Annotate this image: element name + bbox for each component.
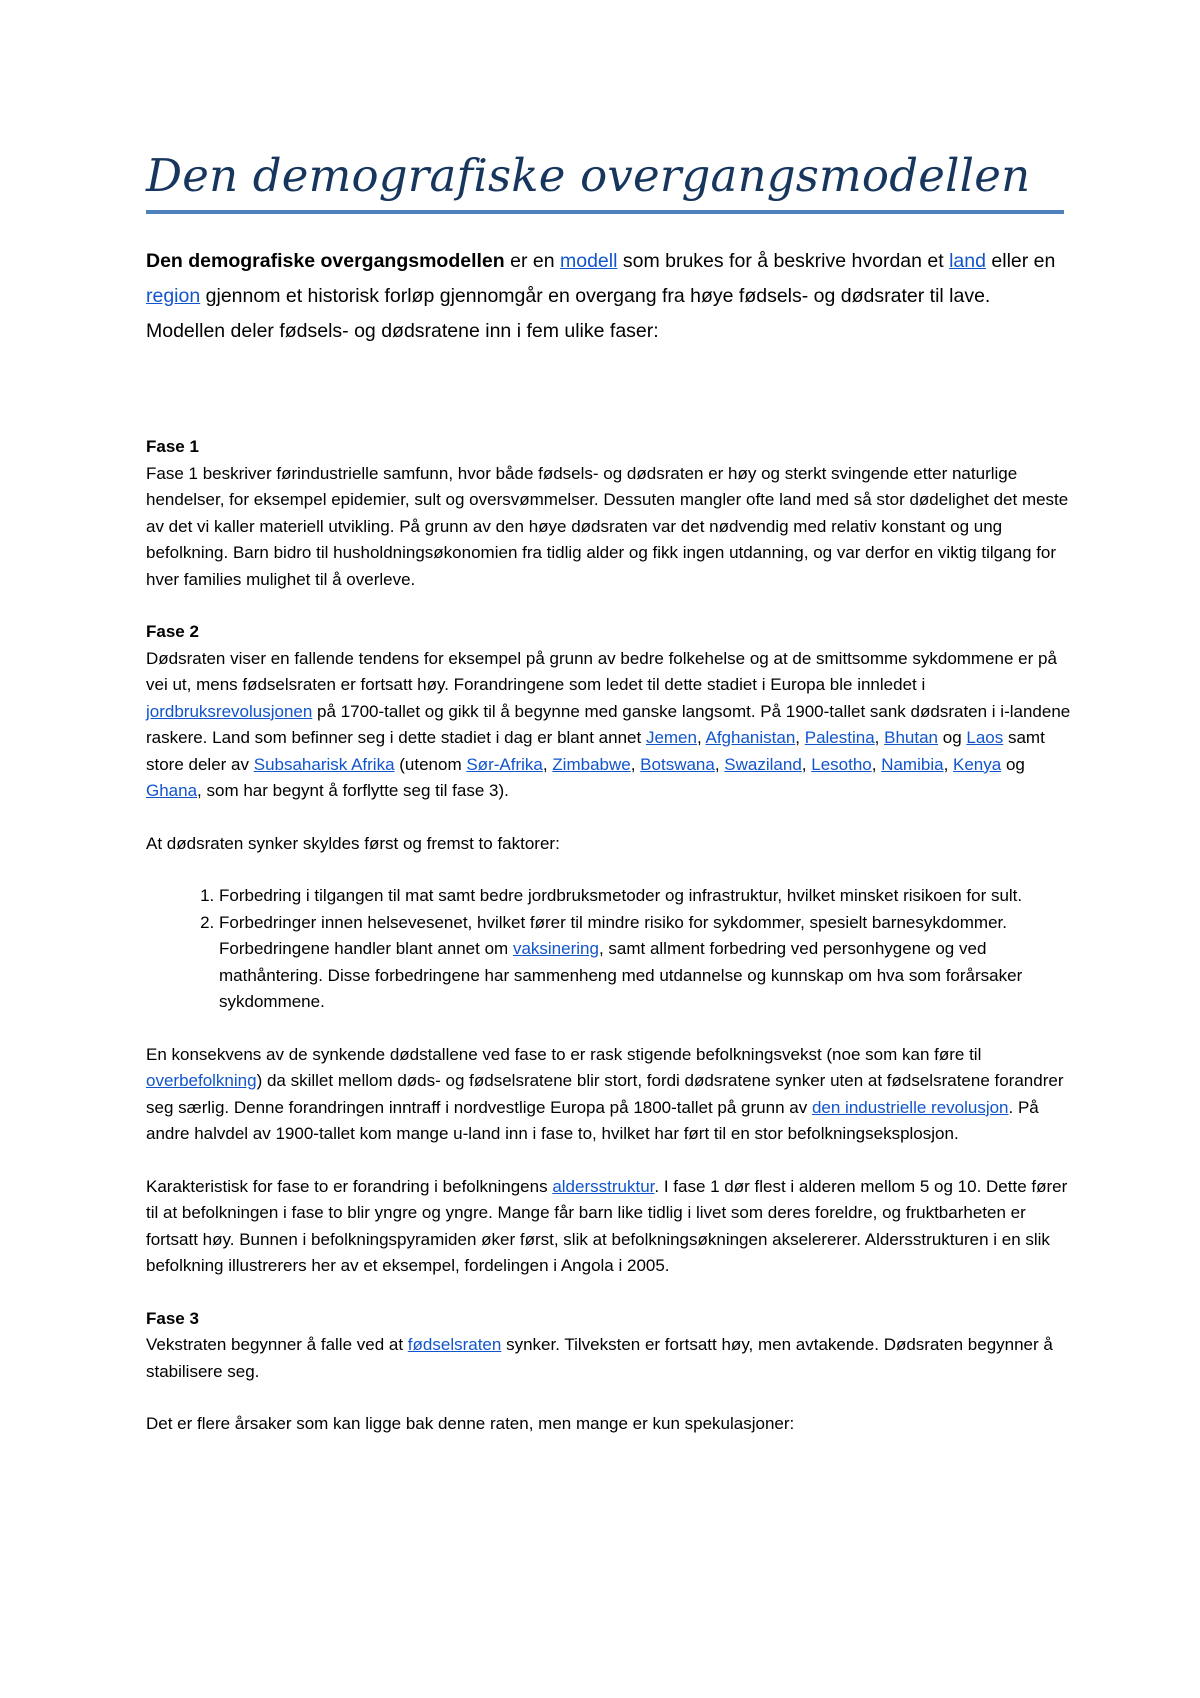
link-modell[interactable]: modell	[559, 250, 618, 272]
fase2-text: Dødsraten viser en fallende tendens for eksempel på grunn av bedre folkehelse og at de smittsomme sykdommene er på vei ut, mens fødselsraten er fortsatt høy. Forandringene som ledet til dette stadiet i Europa ble innledet i jordbruksrevolusjonen på 1700-tallet og gikk til å begynne med ganske langsomt. På 1900-tallet sank dødsraten i i-landene raskere. Land som befinner seg i dette stadiet i dag er blant annet Jemen, Afghanistan, Palestina, Bhutan og Laos samt store deler av Subsaharisk Afrika (utenom Sør-Afrika, Zimbabwe, Botswana, Swaziland, Lesotho, Namibia, Kenya og Ghana, som har begynt å forflytte seg til fase 3).	[146, 648, 1071, 800]
link-fodselsraten[interactable]: fødselsraten	[407, 1335, 502, 1354]
link-swaziland[interactable]: Swaziland	[724, 754, 802, 774]
link-palestina[interactable]: Palestina	[804, 728, 875, 747]
link-den-industrielle-revolusjon[interactable]: den industrielle revolusjon	[811, 1097, 1009, 1117]
faktorer-intro: At dødsraten synker skyldes først og fremst to faktorer:	[146, 833, 560, 853]
link-botswana[interactable]: Botswana	[640, 754, 715, 774]
aarsaker-paragraph: Det er flere årsaker som kan ligge bak denne raten, men mange er kun spekulasjoner:	[146, 1414, 795, 1433]
link-ghana[interactable]: Ghana	[146, 781, 198, 800]
link-aldersstruktur[interactable]: aldersstruktur	[552, 1176, 655, 1196]
intro-paragraph: Den demografiske overgangsmodellen er en modell som brukes for å beskrive hvordan et land eller en region gjennom et historisk forløp gjennomgår en overgang fra høye fødsels- og dødsrater til lave. Modellen deler fødsels- og dødsratene inn i fem ulike faser:	[146, 250, 1056, 342]
link-overbefolkning[interactable]: overbefolkning	[146, 1071, 257, 1090]
list-item: 2. Forbedringer innen helsevesenet, hvilket fører til mindre risiko for sykdommer, spesielt barnesykdommer. Forbedringene handler blant annet om vaksinering, samt allment forbedring ved personhygene og ved mathåntering. Disse forbedringene har sammenheng med utdannelse og kunnskap om hva som forårsaker sykdommene.	[219, 910, 1071, 1016]
link-kenya[interactable]: Kenya	[953, 754, 1002, 774]
link-sor-afrika[interactable]: Sør-Afrika	[466, 754, 543, 774]
link-region[interactable]: region	[146, 285, 201, 307]
fase3-text: Vekstraten begynner å falle ved at fødselsraten synker. Tilveksten er fortsatt høy, men avtakende. Dødsraten begynner å stabilisere seg.	[146, 1335, 1053, 1381]
karakteristisk-paragraph: Karakteristisk for fase to er forandring i befolkningens aldersstruktur. I fase 1 dør flest i alderen mellom 5 og 10. Dette fører til at befolkningen i fase to blir yngre og yngre. Mange får barn like tidlig i livet som deres foreldre, og fruktbarheten er fortsatt høy. Bunnen i befolkningspyramiden øker først, slik at befolkningsøkningen akselererer. Aldersstrukturen i en slik befolkning illustrerers her av et eksempel, fordelingen i Angola i 2005.	[146, 1176, 1068, 1275]
link-land[interactable]: land	[949, 250, 986, 272]
title-underline	[146, 210, 1064, 214]
link-jemen[interactable]: Jemen	[645, 728, 697, 747]
link-zimbabwe[interactable]: Zimbabwe	[552, 754, 631, 774]
intro-bold-term: Den demografiske overgangsmodellen	[146, 250, 505, 272]
list-item: 1. Forbedring i tilgangen til mat samt bedre jordbruksmetoder og infrastruktur, hvilket minsket risikoen for sult.	[219, 883, 1071, 910]
link-namibia[interactable]: Namibia	[881, 754, 944, 774]
link-lesotho[interactable]: Lesotho	[811, 754, 872, 774]
link-afghanistan[interactable]: Afghanistan	[705, 728, 796, 747]
document-body	[146, 434, 1071, 1438]
link-laos[interactable]: Laos	[966, 728, 1004, 747]
fase2-heading: Fase 2	[146, 622, 199, 641]
konsekvens-paragraph: En konsekvens av de synkende dødstallene ved fase to er rask stigende befolkningsvekst (noe som kan føre til overbefolkning) da skillet mellom døds- og fødselsratene blir stort, fordi dødsratene synker uten at fødselsratene forandrer seg særlig. Denne forandringen inntraff i nordvestlige Europa på 1800-tallet på grunn av den industrielle revolusjon. På andre halvdel av 1900-tallet kom mange u-land inn i fase to, hvilket har ført til en stor befolkningseksplosjon.	[146, 1044, 1064, 1143]
page-title: Den demografiske overgangsmodellen	[146, 149, 1031, 202]
link-bhutan[interactable]: Bhutan	[884, 728, 939, 747]
link-subsaharisk-afrika[interactable]: Subsaharisk Afrika	[253, 754, 395, 774]
fase1-heading: Fase 1	[146, 437, 199, 456]
fase3-heading: Fase 3	[146, 1308, 199, 1328]
link-jordbruksrevolusjonen[interactable]: jordbruksrevolusjonen	[146, 701, 313, 721]
link-vaksinering[interactable]: vaksinering	[512, 939, 599, 958]
fase1-text: Fase 1 beskriver førindustrielle samfunn, hvor både fødsels- og dødsraten er høy og sterkt svingende etter naturlige hendelser, for eksempel epidemier, sult og oversvømmelser. Dessuten mangler ofte land med så stor dødelighet det meste av det vi kaller materiell utvikling. På grunn av den høye dødsraten var det nødvendig med relativ konstant og ung befolkning. Barn bidro til husholdningsøkonomien fra tidlig alder og fikk ingen utdanning, og var derfor en viktig tilgang for hver families mulighet til å overleve.	[146, 463, 1069, 589]
faktorer-list	[146, 883, 1071, 1016]
